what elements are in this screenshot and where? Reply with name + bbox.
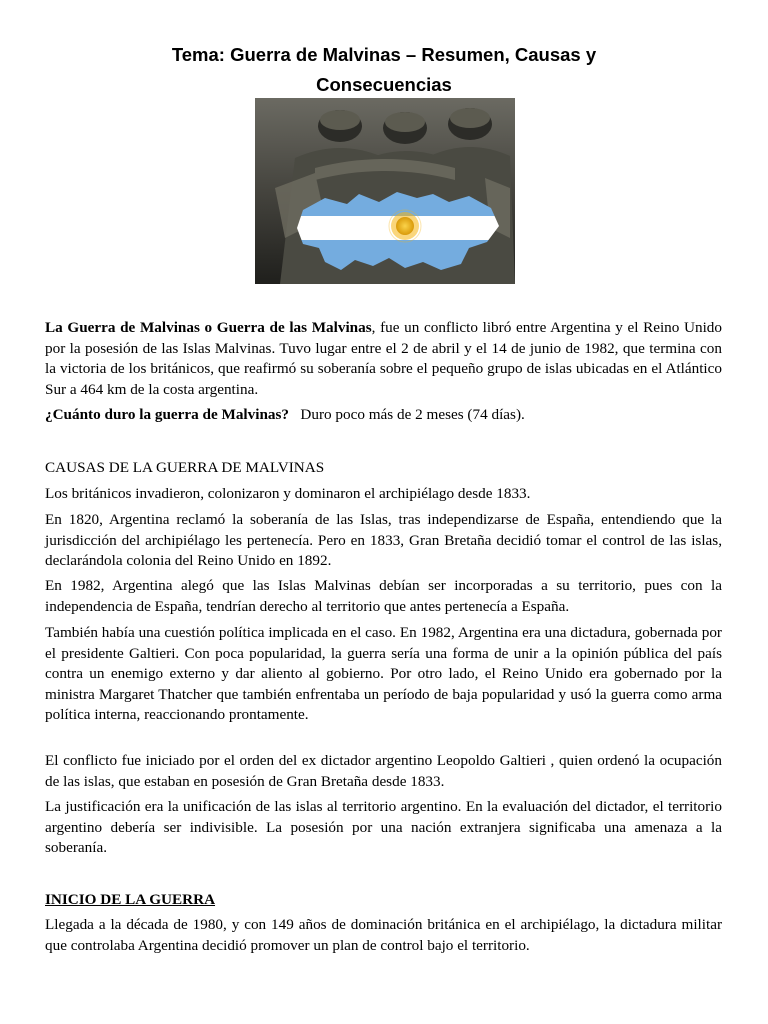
causes-paragraph: El conflicto fue iniciado por el orden del ex dictador argentino Leopoldo Galtieri , quien ordenó la ocupación de las islas, que estaban en posesión de Gran Bretaña desde 1833. bbox=[45, 752, 722, 790]
malvinas-soldiers-flag-image bbox=[255, 98, 515, 284]
start-paragraph: Llegada a la década de 1980, y con 149 años de dominación británica en el archipiélago, la dictadura militar que controlaba Argentina decidió promover un plan de control bajo el territorio. bbox=[45, 916, 722, 954]
causes-paragraph: La justificación era la unificación de las islas al territorio argentino. En la evaluación del dictador, el territorio argentino debería ser indivisible. La posesión por una nación extranjera significaba una amenaza a la soberanía. bbox=[45, 798, 722, 856]
intro-text: , fue un conflicto libró entre Argentina y el Reino Unido por la posesión de las Islas Malvinas. Tuvo lugar entre el 2 de abril y el 14 de junio de 1982, que termina con la victoria de los británicos, que reafirmó su soberanía sobre el pequeño grupo de islas ubicadas en el Atlántico Sur a 464 km de la costa argentina. bbox=[45, 319, 722, 398]
causes-heading: CAUSAS DE LA GUERRA DE MALVINAS bbox=[45, 459, 325, 476]
causes-paragraph: Los británicos invadieron, colonizaron y dominaron el archipiélago desde 1833. bbox=[45, 485, 531, 502]
duration-question: ¿Cuánto duro la guerra de Malvinas? bbox=[45, 406, 290, 423]
title-line-2: Consecuencias bbox=[316, 74, 452, 95]
hero-illustration bbox=[255, 98, 515, 284]
title-line-1: Tema: Guerra de Malvinas – Resumen, Causas y bbox=[171, 44, 597, 65]
intro-bold-lead: La Guerra de Malvinas o Guerra de las Malvinas bbox=[45, 319, 372, 336]
intro-paragraph bbox=[45, 318, 722, 400]
start-heading: INICIO DE LA GUERRA bbox=[45, 891, 216, 908]
causes-paragraph: En 1982, Argentina alegó que las Islas Malvinas debían ser incorporadas a su territorio, pues con la independencia de España, tendrían derecho al territorio que antes pertenecía a España. bbox=[45, 577, 722, 615]
causes-paragraph: También había una cuestión política implicada en el caso. En 1982, Argentina era una dictadura, gobernada por el presidente Galtieri. Con poca popularidad, la guerra sería una forma de unir a la opinión pública del país contra un enemigo externo y dar aliento al gobierno. Por otro lado, el Reino Unido era gobernado por la ministra Margaret Thatcher que también enfrentaba un período de baja popularidad y usó la guerra como arma política interna, reaccionando prontamente. bbox=[45, 624, 722, 723]
duration-answer: Duro poco más de 2 meses (74 días). bbox=[300, 406, 525, 423]
causes-paragraph: En 1820, Argentina reclamó la soberanía de las Islas, tras independizarse de España, entendiendo que la jurisdicción del archipiélago les pertenecía. Pero en 1833, Gran Bretaña decidió tomar el control de las islas, declarándola colonia del Reino Unido en 1892. bbox=[45, 511, 722, 569]
duration-paragraph bbox=[45, 405, 722, 426]
document-title bbox=[100, 40, 668, 100]
